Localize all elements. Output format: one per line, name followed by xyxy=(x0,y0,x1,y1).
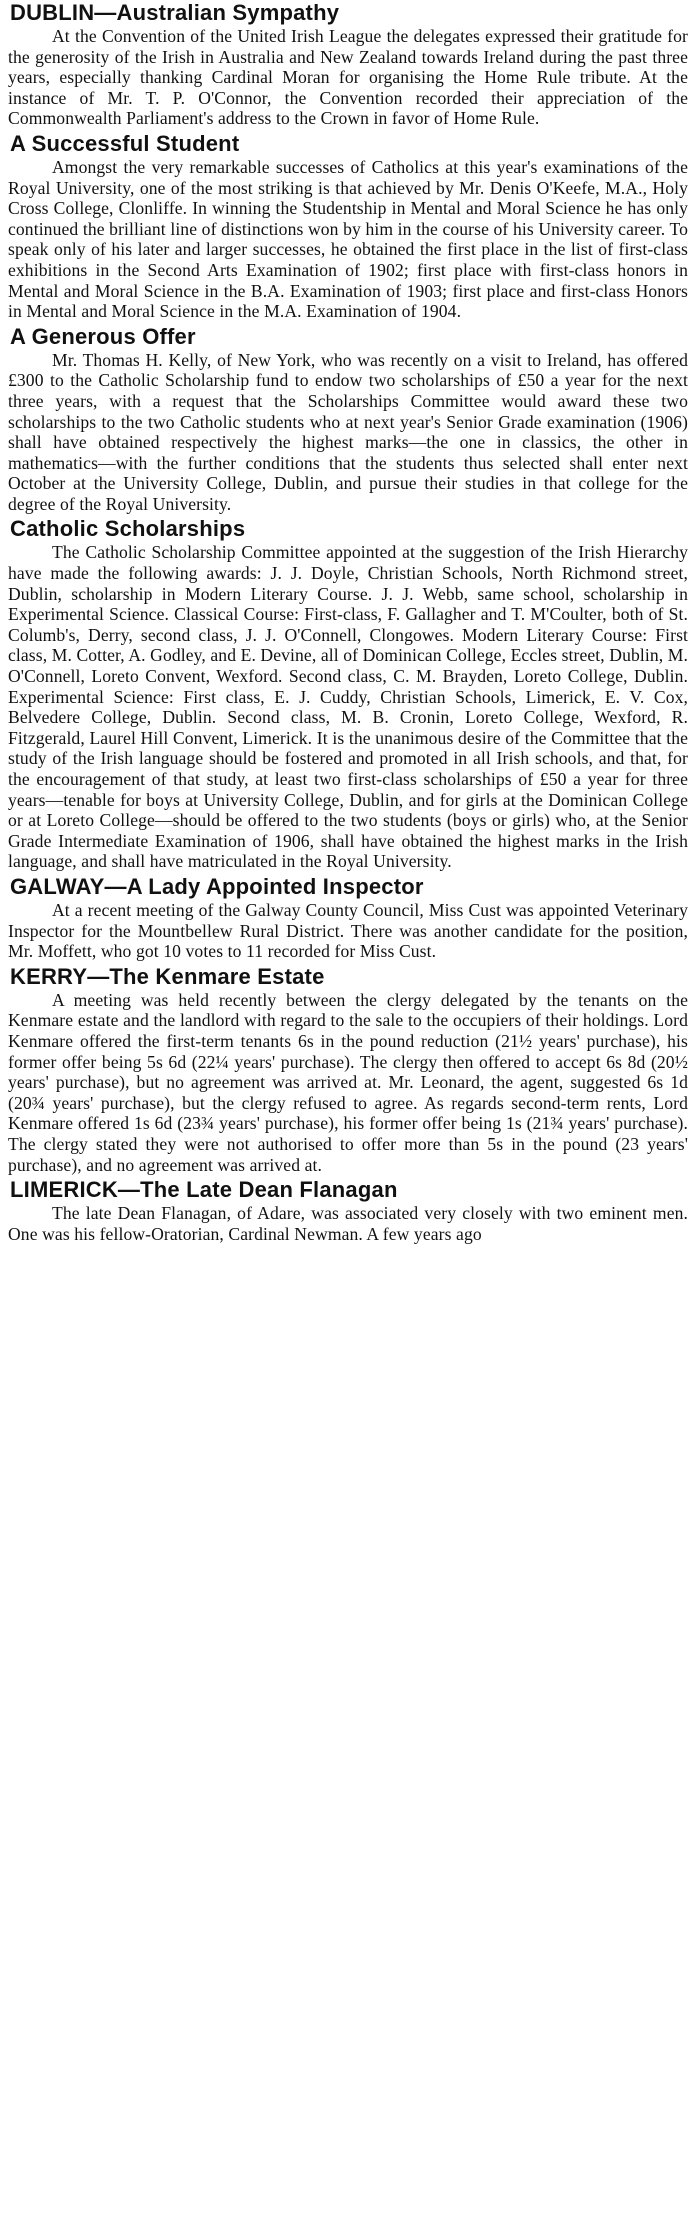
article-heading: A Generous Offer xyxy=(10,323,196,349)
article-limerick xyxy=(8,1177,688,1244)
article-body: The late Dean Flanagan, of Adare, was associated very closely with two eminent men. One was his fellow-Oratorian, Cardinal Newman. A few years ago xyxy=(8,1203,688,1244)
article-heading: KERRY—The Kenmare Estate xyxy=(10,963,325,989)
article-body: The Catholic Scholarship Committee appointed at the suggestion of the Irish Hierarchy have made the following awards: J. J. Doyle, Christian Schools, North Richmond street, Dublin, scholarship in Modern Literary Course. J. J. Webb, same school, scholarship in Experimental Science. Classical Course: First-class, F. Gallagher and T. M'Coulter, both of St. Columb's, Derry, second class, J. J. O'Connell, Clongowes. Modern Literary Course: First class, M. Cotter, A. Godley, and E. Devine, all of Dominican College, Eccles street, Dublin, M. O'Connell, Loreto Convent, Wexford. Second class, C. M. Brayden, Loreto College, Dublin. Experimental Science: First class, E. J. Cuddy, Christian Schools, Limerick, E. V. Cox, Belvedere College, Dublin. Second class, M. B. Cronin, Loreto College, Wexford, R. Fitzgerald, Laurel Hill Convent, Limerick. It is the unanimous desire of the Committee that the study of the Irish language should be fostered and promoted in all Irish schools, and that, for the encouragement of that study, at least two first-class scholarships of £50 a year for three years—tenable for boys at University College, Dublin, and for girls at the Dominican College or at Loreto College—should be offered to the two students (boys or girls) who, at the Senior Grade Intermediate Examination of 1906, shall have obtained the highest marks in the Irish language, and shall have matriculated in the Royal University. xyxy=(8,542,688,872)
article-kerry xyxy=(8,964,688,1175)
article-body: At a recent meeting of the Galway County Council, Miss Cust was appointed Veterinary Inspector for the Mountbellew Rural District. There was another candidate for the position, Mr. Moffett, who got 10 votes to 11 recorded for Miss Cust. xyxy=(8,899,688,962)
article-heading: Catholic Scholarships xyxy=(10,516,246,542)
article-body: A meeting was held recently between the clergy delegated by the tenants on the Kenmare estate and the landlord with regard to the sale to the occupiers of their holdings. Lord Kenmare offered the first-term tenants 6s in the pound reduction (21½ years' purchase), his former offer being 5s 6d (22¼ years' purchase). The clergy then offered to accept 6s 8d (20½ years' purchase), but no agreement was arrived at. Mr. Leonard, the agent, suggested 6s 1d (20¾ years' purchase), but the clergy refused to agree. As regards second-term rents, Lord Kenmare offered 1s 6d (23¾ years' purchase), his former offer being 1s (21¾ years' purchase). The clergy stated they were not authorised to offer more than 5s in the pound (23 years' purchase), and no agreement was arrived at. xyxy=(8,989,688,1175)
article-successful-student xyxy=(8,131,688,322)
article-generous-offer xyxy=(8,324,688,515)
article-heading: DUBLIN—Australian Sympathy xyxy=(10,0,340,25)
article-heading: A Successful Student xyxy=(10,130,240,156)
article-catholic-scholarships xyxy=(8,516,688,872)
article-heading: GALWAY—A Lady Appointed Inspector xyxy=(10,873,424,899)
article-body: Mr. Thomas H. Kelly, of New York, who was recently on a visit to Ireland, has offered £300 to the Catholic Scholarship fund to endow two scholarships of £50 a year for the next three years, with a request that the Scholarships Committee would award these two scholarships to the two Catholic students who at next year's Senior Grade examination (1906) shall have obtained respectively the highest marks—the one in classics, the other in mathematics—with the further conditions that the students thus selected shall enter next October at the University College, Dublin, and pursue their studies in that college for the degree of the Royal University. xyxy=(8,349,688,514)
article-dublin xyxy=(8,0,688,129)
article-heading: LIMERICK—The Late Dean Flanagan xyxy=(10,1177,398,1203)
article-body: Amongst the very remarkable successes of Catholics at this year's examinations of the Royal University, one of the most striking is that achieved by Mr. Denis O'Keefe, M.A., Holy Cross College, Clonliffe. In winning the Studentship in Mental and Moral Science he has only continued the brilliant line of distinctions won by him in the course of his University career. To speak only of his later and larger successes, he obtained the first place in the list of first-class exhibitions in the Second Arts Examination of 1902; first place with first-class honors in Mental and Moral Science in the B.A. Examination of 1903; first place and first-class Honors in Mental and Moral Science in the M.A. Examination of 1904. xyxy=(8,156,688,322)
article-body: At the Convention of the United Irish League the delegates expressed their gratitude for the generosity of the Irish in Australia and New Zealand towards Ireland during the past three years, especially thanking Cardinal Moran for organising the Home Rule tribute. At the instance of Mr. T. P. O'Connor, the Convention recorded their appreciation of the Commonwealth Parliament's address to the Crown in favor of Home Rule. xyxy=(8,26,688,129)
article-galway xyxy=(8,874,688,962)
